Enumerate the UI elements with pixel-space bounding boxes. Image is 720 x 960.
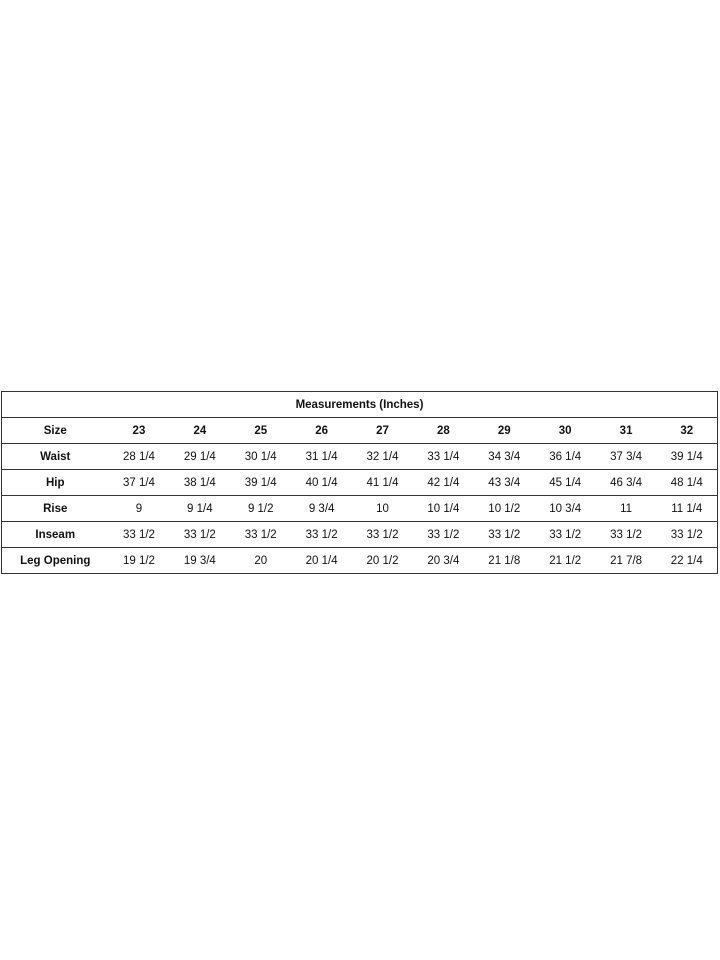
table-cell: 21 1/2 [535, 548, 596, 574]
table-cell: 37 1/4 [109, 470, 170, 496]
table-cell: 36 1/4 [535, 444, 596, 470]
table-cell: 33 1/4 [413, 444, 474, 470]
table-title: Measurements (Inches) [2, 392, 718, 418]
table-cell: 21 1/8 [474, 548, 535, 574]
row-label: Inseam [2, 522, 109, 548]
size-header-row [2, 418, 718, 444]
table-cell: 33 1/2 [657, 522, 718, 548]
table-cell: 21 7/8 [596, 548, 657, 574]
table-cell: 46 3/4 [596, 470, 657, 496]
table-cell: 20 1/4 [291, 548, 352, 574]
table-cell: 20 [230, 548, 291, 574]
table-cell: 45 1/4 [535, 470, 596, 496]
size-header-cell: 31 [619, 424, 633, 437]
table-cell: 43 3/4 [474, 470, 535, 496]
row-label: Waist [2, 444, 109, 470]
table-cell: 33 1/2 [109, 522, 170, 548]
table-cell: 33 1/2 [413, 522, 474, 548]
table-cell: 10 1/2 [474, 496, 535, 522]
table-cell: 33 1/2 [474, 522, 535, 548]
table-cell: 40 1/4 [291, 470, 352, 496]
table-cell: 28 1/4 [109, 444, 170, 470]
table-cell: 19 3/4 [169, 548, 230, 574]
table-cell: 32 1/4 [352, 444, 413, 470]
table-cell: 10 [352, 496, 413, 522]
size-header-cell: 28 [437, 424, 450, 437]
size-header-cell: 29 [497, 424, 511, 437]
table-cell: 33 1/2 [596, 522, 657, 548]
row-label: Rise [2, 496, 109, 522]
table-row [2, 470, 718, 496]
table-row [2, 522, 718, 548]
table-cell: 9 [109, 496, 170, 522]
table-cell: 39 1/4 [230, 470, 291, 496]
table-cell: 10 3/4 [535, 496, 596, 522]
table-cell: 48 1/4 [657, 470, 718, 496]
table-cell: 22 1/4 [657, 548, 718, 574]
size-header-cell: 26 [315, 424, 329, 437]
row-label: Hip [2, 470, 109, 496]
size-chart-table [1, 391, 718, 574]
table-row [2, 548, 718, 574]
table-cell: 9 3/4 [291, 496, 352, 522]
size-header-label: Size [43, 424, 67, 437]
table-cell: 39 1/4 [657, 444, 718, 470]
table-cell: 33 1/2 [352, 522, 413, 548]
table-cell: 20 3/4 [413, 548, 474, 574]
table-row [2, 444, 718, 470]
table-cell: 10 1/4 [413, 496, 474, 522]
table-cell: 30 1/4 [230, 444, 291, 470]
table-cell: 33 1/2 [535, 522, 596, 548]
table-cell: 20 1/2 [352, 548, 413, 574]
size-header-cell: 23 [132, 424, 146, 437]
table-cell: 31 1/4 [291, 444, 352, 470]
table-cell: 41 1/4 [352, 470, 413, 496]
table-cell: 37 3/4 [596, 444, 657, 470]
table-cell: 38 1/4 [169, 470, 230, 496]
table-cell: 33 1/2 [169, 522, 230, 548]
table-cell: 33 1/2 [230, 522, 291, 548]
table-cell: 42 1/4 [413, 470, 474, 496]
size-header-cell: 25 [254, 424, 268, 437]
table-cell: 19 1/2 [109, 548, 170, 574]
table-cell: 11 1/4 [657, 496, 718, 522]
table-cell: 29 1/4 [169, 444, 230, 470]
table-cell: 33 1/2 [291, 522, 352, 548]
table-cell: 9 1/2 [230, 496, 291, 522]
size-header-cell: 30 [558, 424, 572, 437]
table-cell: 34 3/4 [474, 444, 535, 470]
table-cell: 11 [596, 496, 657, 522]
size-header-cell: 32 [680, 424, 694, 437]
size-header-cell: 24 [193, 424, 207, 437]
table-cell: 9 1/4 [169, 496, 230, 522]
size-header-cell: 27 [376, 424, 389, 437]
table-title-row [2, 392, 718, 418]
table-row [2, 496, 718, 522]
row-label: Leg Opening [2, 548, 109, 574]
